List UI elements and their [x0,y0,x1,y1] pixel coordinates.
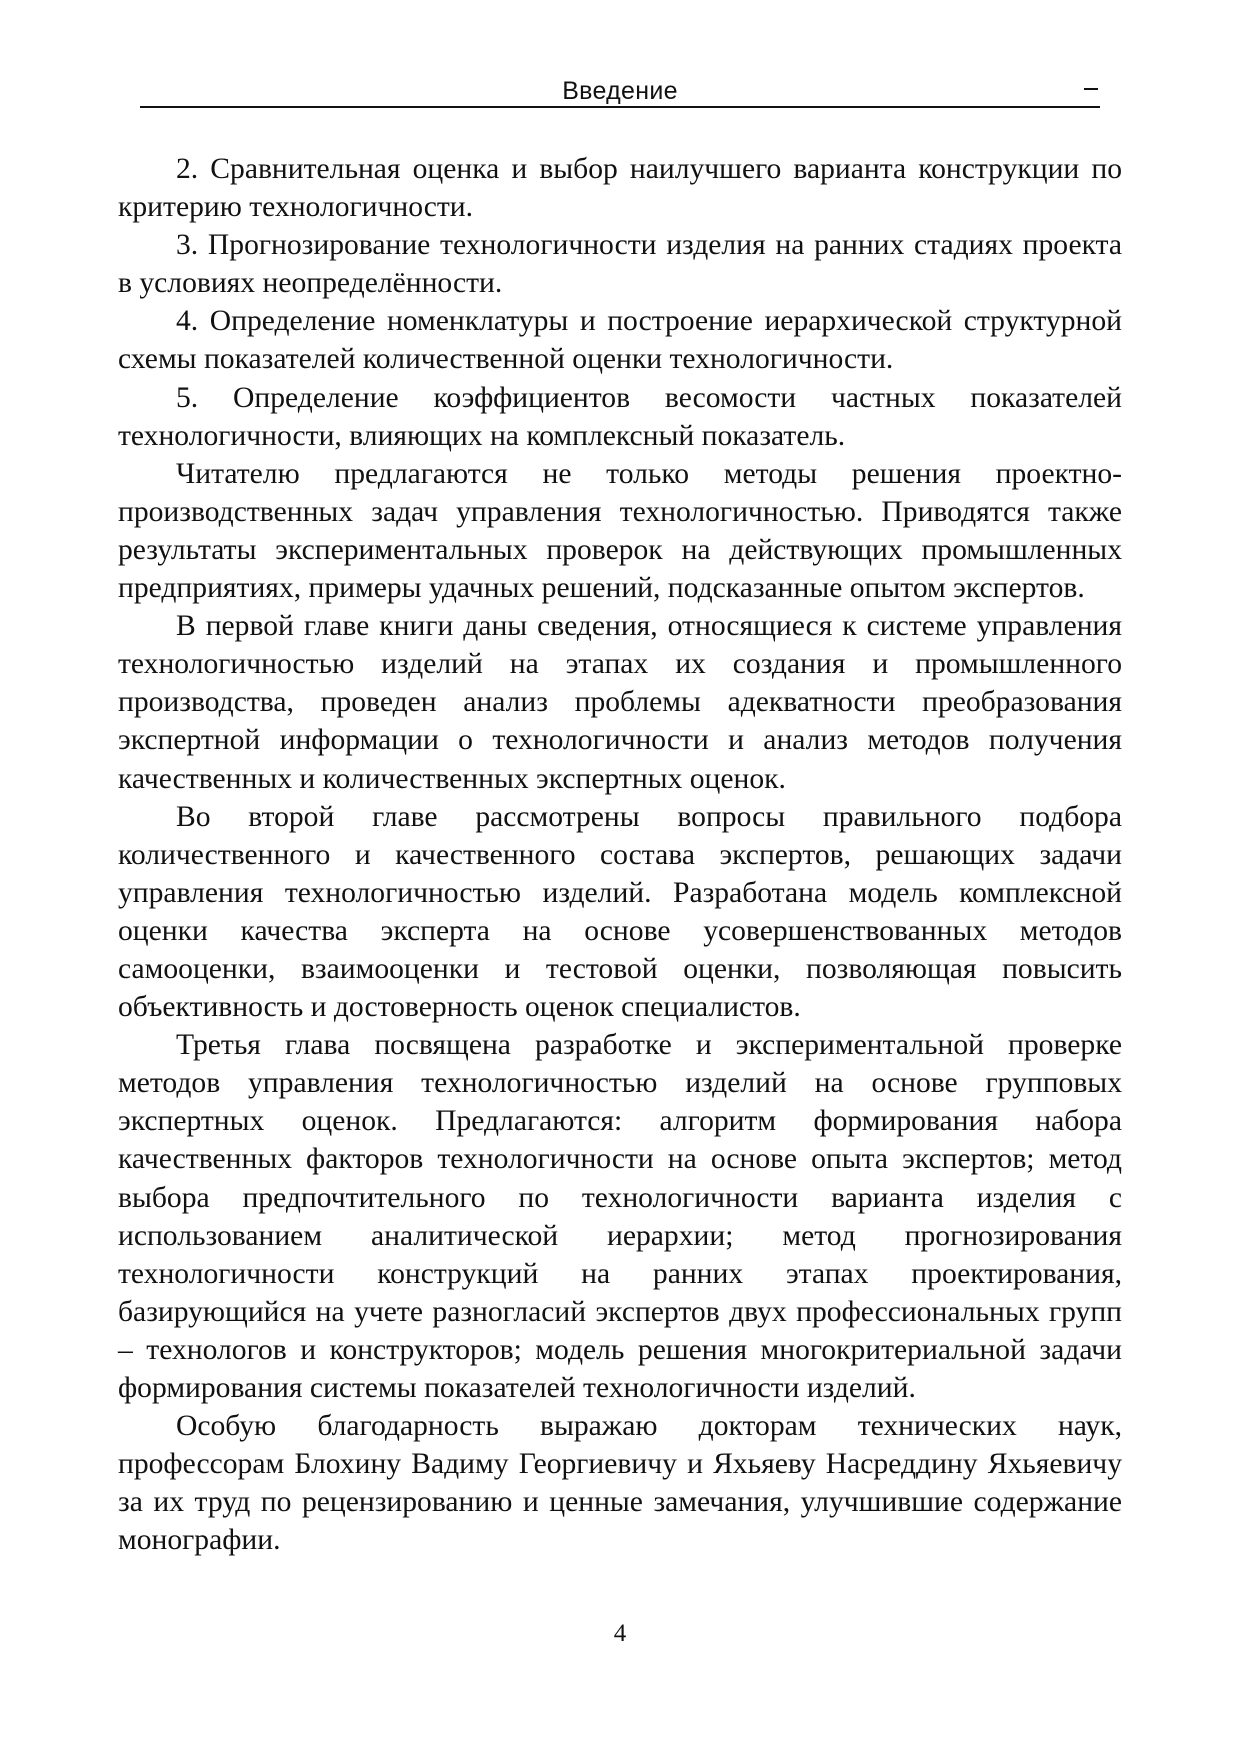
page-number: 4 [613,1620,627,1647]
body-text [118,150,1122,1559]
running-header [140,74,1100,108]
paragraph-item-2: 2. Сравнительная оценка и выбор наилучшего варианта конструкции по критерию технологичности. [118,153,1122,224]
paragraph-chapter-3: Третья глава посвящена разработке и экспериментальной проверке методов управления технологичностью изделий на основе групповых экспертных оценок. Предлагаются: алгоритм формирования набора качественных факторов технологичности на основе опыта экспертов; метод выбора предпочтительного по технологичности варианта изделия с использованием аналитической иерархии; метод прогнозирования технологичности конструкций на ранних этапах проектирования, базирующийся на учете разногласий экспертов двух профессиональных групп – технологов и конструкторов; модель решения многокритериальной задачи формирования системы показателей технологичности изделий. [118,1029,1122,1404]
paragraph-acknowledgements: Особую благодарность выражаю докторам технических наук, профессорам Блохину Вадиму Георгиевичу и Яхьяеву Насреддину Яхьяевичу за их труд по рецензированию и ценные замечания, улучшившие содержание монографии. [118,1410,1122,1557]
paragraph-item-5: 5. Определение коэффициентов весомости частных показателей технологичности, влияющих на комплексный показатель. [118,381,1122,452]
paragraph-item-3: 3. Прогнозирование технологичности изделия на ранних стадиях проекта в условиях неопределённости. [118,229,1122,300]
paragraph-methods: Читателю предлагаются не только методы решения проектно-производственных задач управления технологичностью. Приводятся также результаты экспериментальных проверок на действующих промышленных предприятиях, примеры удачных решений, подсказанные опытом экспертов. [118,457,1122,605]
header-rule-mark [1084,88,1098,90]
paragraph-item-4: 4. Определение номенклатуры и построение иерархической структурной схемы показателей количественной оценки технологичности. [118,305,1122,376]
header-title: Введение [562,77,678,105]
paragraph-chapter-2: Во второй главе рассмотрены вопросы правильного подбора количественного и качественного состава экспертов, решающих задачи управления технологичностью изделий. Разработана модель комплексной оценки качества эксперта на основе усовершенствованных методов самооценки, взаимооценки и тестовой оценки, позволяющая повысить объективность и достоверность оценок специалистов. [118,800,1122,1024]
paragraph-chapter-1: В первой главе книги даны сведения, относящиеся к системе управления технологичностью изделий на этапах их создания и промышленного производства, проведен анализ проблемы адекватности преобразования экспертной информации о технологичности и анализ методов получения качественных и количественных экспертных оценок. [118,610,1122,795]
